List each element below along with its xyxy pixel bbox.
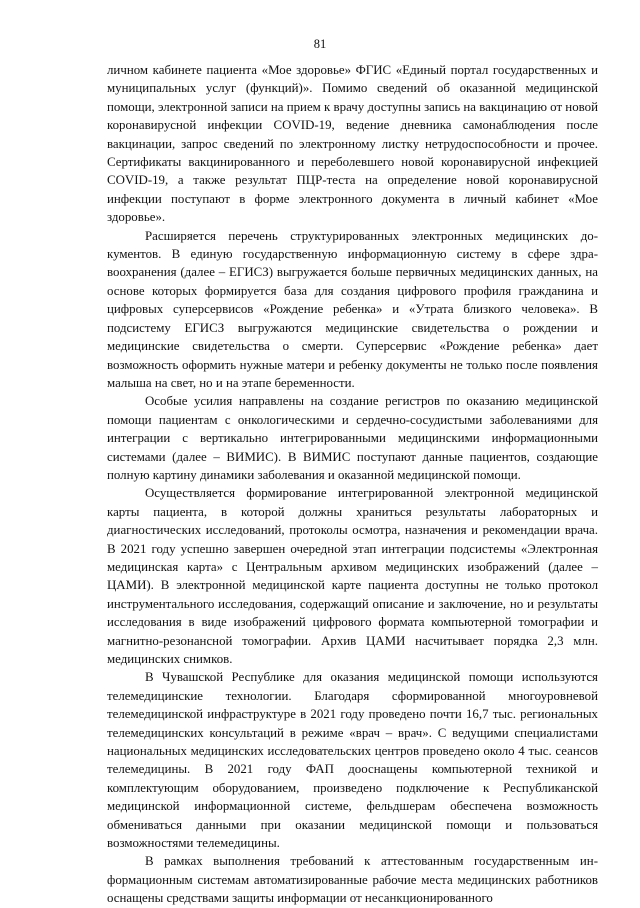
paragraph-4: Осуществляется формирование интегрированной электронной медицинской карты пациента, в которой должны храниться результаты лабораторных и диагностических исследований, протоколы осмотра, назначения и рекомендации врача. В 2021 году успешно завершен очередной этап интеграции подсистемы «Электронная медицинская карта» с Центральным архивом медицинских изображений (далее – ЦАМИ). В электронной медицинской карте пациента доступны не только протокол инструментального исследования, содержащий описание и заключение, но и результаты исследования в виде изображений цифрового формата компьютерной томографии и магнитно-резонансной томографии. Архив ЦАМИ насчитывает порядка 2,3 млн. медицинских снимков.: [107, 486, 598, 666]
paragraph-5: В Чувашской Республике для оказания медицинской помощи используются телемедицинские технологии. Благодаря сформированной многоуровневой телемедицинской инфраструктуре в 2021 году проведено почти 16,7 тыс. региональных телемедицинских консультаций в режиме «врач – врач». С ведущими специалистами национальных медицинских исследовательских центров проведено около 4 тыс. сеансов телемедицины. В 2021 году ФАП дооснащены компьютерной техникой и комплектующим оборудованием, произведено подключение к Республиканской медицинской информационной системе, фельдшерам обеспечена возможность обмениваться данными при оказании медицинской помощи и пользоваться возможностями телемедицины.: [107, 670, 598, 851]
paragraph-6: В рамках выполнения требований к аттестованным государственным информационным системам автоматизированные рабочие места медицинских работников оснащены средствами защиты информации от несанкционированного: [107, 854, 598, 906]
paragraph-2: Расширяется перечень структурированных электронных медицинских документов. В единую государственную информационную систему в сфере здравоохранения (далее – ЕГИСЗ) выгружается больше первичных медицинских данных, на основе которых формируется база для создания цифрового профиля гражданина и цифровых суперсервисов «Рождение ребенка» и «Утрата близкого человека». В подсистему ЕГИСЗ выгружаются медицинские свидетельства о рождении и медицинские свидетельства о смерти. Суперсервис «Рождение ребенка» дает возможность оформить нужные матери и ребенку документы не только после появления малыша на свет, но и на этапе беременности.: [107, 228, 598, 390]
paragraph-3: Особые усилия направлены на создание регистров по оказанию медицинской помощи пациентам с онкологическими и сердечно-сосудистыми заболеваниями для интеграции с вертикально интегрированными медицинскими информационными системами (далее – ВИМИС). В ВИМИС поступают данные пациентов, создающие полную картину динамики заболевания и оказанной медицинской помощи.: [107, 394, 598, 482]
text-body: [107, 61, 598, 908]
page-number: 81: [313, 37, 327, 51]
paragraph-1: личном кабинете пациента «Мое здоровье» ФГИС «Единый портал государственных и муниципальных услуг (функций)». Помимо сведений об оказанной медицинской помощи, электронной записи на прием к врачу доступны запись на вакцинацию от новой коронавирусной инфекции COVID-19, ведение дневника самонаблюдения после вакцинации, запрос сведений по электронному листку нетрудоспособности и прочее. Сертификаты вакцинированного и переболевшего новой коронавирусной инфекцией COVID-19, а также результат ПЦР-теста на определение новой коронавирусной инфекции поступают в форме электронного документа в личный кабинет «Мое здоровье».: [107, 63, 598, 225]
